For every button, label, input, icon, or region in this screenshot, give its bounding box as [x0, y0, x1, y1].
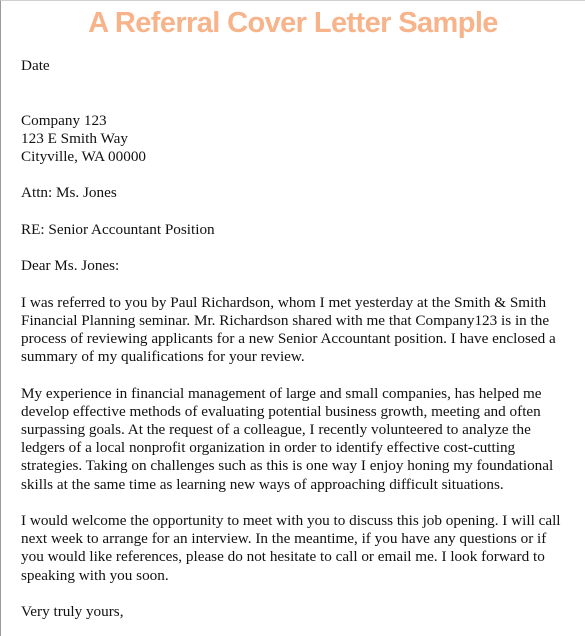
recipient-address: [21, 112, 581, 167]
address-line: 123 E Smith Way: [21, 129, 128, 147]
paragraph-referral: [21, 294, 581, 367]
paragraph-line: develop effective methods of evaluating potential business growth, meeting and often: [21, 402, 541, 420]
paragraph-line: speaking with you soon.: [21, 566, 169, 584]
paragraph-line: strategies. Taking on challenges such as this is one way I enjoy honing my foundational: [21, 457, 554, 475]
paragraph-line: I was referred to you by Paul Richardson, whom I met yesterday at the Smith & Smith: [21, 293, 547, 311]
document-title: A Referral Cover Letter Sample: [88, 7, 498, 39]
salutation: Dear Ms. Jones:: [21, 257, 120, 275]
paragraph-line: summary of my qualifications for your review.: [21, 348, 305, 366]
paragraph-experience: [21, 385, 581, 494]
paragraph-line: process of reviewing applicants for a new Senior Accountant position. I have enclosed a: [21, 329, 556, 347]
letter-date: Date: [21, 57, 50, 74]
paragraph-line: ledgers of a local nonprofit organization in order to identify effective cost-cutting: [21, 439, 516, 457]
address-line: Cityville, WA 00000: [21, 147, 147, 165]
paragraph-line: I would welcome the opportunity to meet with you to discuss this job opening. I will call: [21, 511, 561, 529]
attention-line: Attn: Ms. Jones: [21, 184, 117, 202]
paragraph-line: Financial Planning seminar. Mr. Richardson shared with me that Company123 is in the: [21, 311, 550, 329]
paragraph-line: surpassing goals. At the request of a colleague, I recently volunteered to analyze the: [21, 420, 531, 438]
paragraph-closing-request: [21, 512, 581, 585]
paragraph-line: My experience in financial management of large and small companies, has helped me: [21, 384, 542, 402]
address-line: Company 123: [21, 111, 107, 129]
paragraph-line: next week to arrange for an interview. In the meantime, if you have any questions or if: [21, 530, 547, 548]
subject-line: RE: Senior Accountant Position: [21, 220, 215, 238]
paragraph-line: skills at the same time as learning new ways of approaching difficult situations.: [21, 475, 504, 493]
closing: Very truly yours,: [21, 602, 124, 620]
letter-body: [21, 57, 581, 621]
paragraph-line: you would like references, please do not hesitate to call or email me. I look forward to: [21, 548, 545, 566]
